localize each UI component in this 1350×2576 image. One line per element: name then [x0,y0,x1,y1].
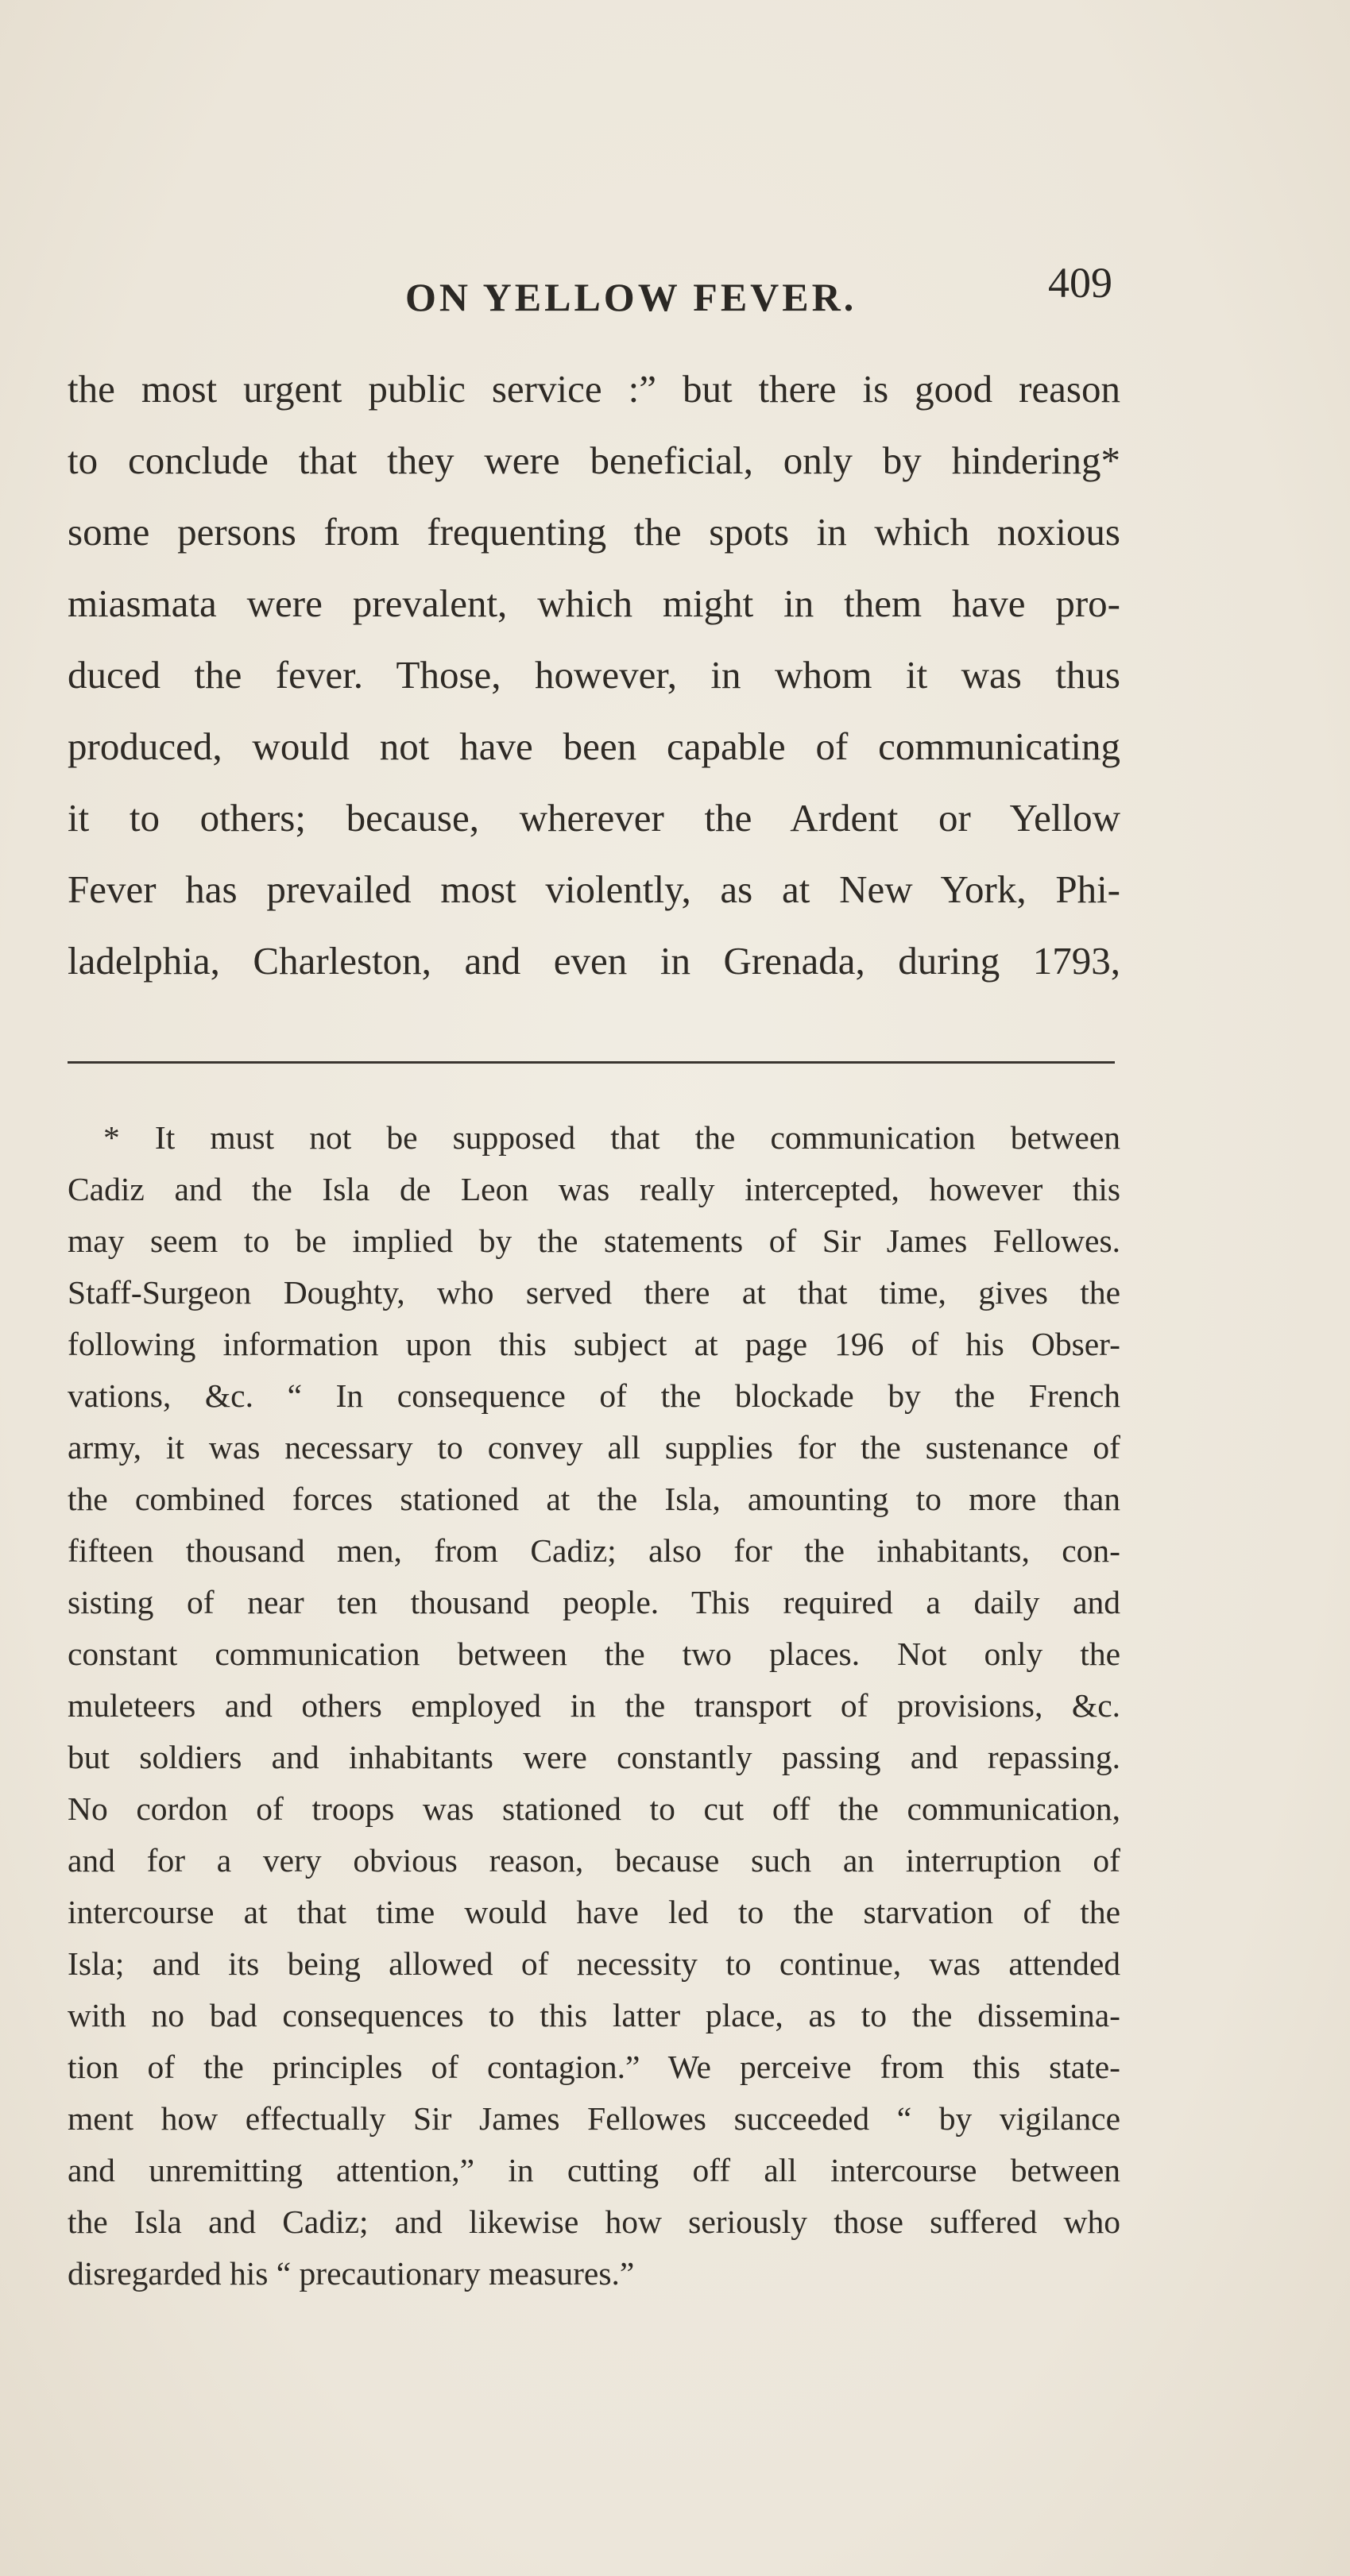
footnote-divider [68,1061,1115,1064]
page-number: 409 [1048,259,1112,307]
footnote-line: army, it was necessary to convey all supplies for the sustenance of [68,1429,1120,1466]
footnote-line: Staff-Surgeon Doughty, who served there at that time, gives the [68,1274,1120,1311]
footnote-line: ment how effectually Sir James Fellowes succeeded “ by vigilance [68,2100,1120,2137]
footnote-line: sisting of near ten thousand people. This required a daily and [68,1584,1120,1620]
footnote-line: * It must not be supposed that the communication between [103,1119,1120,1156]
text-line: it to others; because, wherever the Ardent or Yellow [68,796,1120,840]
footnote-line: Isla; and its being allowed of necessity to continue, was attended [68,1945,1120,1982]
footnote-line: with no bad consequences to this latter place, as to the dissemina- [68,1997,1120,2033]
footnote-line: the combined forces stationed at the Isla, amounting to more than [68,1481,1120,1517]
footnote [68,1112,1120,2300]
footnote-line: vations, &c. “ In consequence of the blockade by the French [68,1377,1120,1414]
text-line: to conclude that they were beneficial, only by hindering* [68,438,1120,482]
footnote-line: and for a very obvious reason, because such an interruption of [68,1842,1120,1879]
footnote-line: disregarded his “ precautionary measures.” [68,2255,635,2292]
page-header [64,258,1112,330]
footnote-line: may seem to be implied by the statements of Sir James Fellowes. [68,1222,1120,1259]
text-line: miasmata were prevalent, which might in them have pro- [68,581,1120,625]
text-line: produced, would not have been capable of communicating [68,724,1120,768]
footnote-line: muleteers and others employed in the transport of provisions, &c. [68,1687,1120,1724]
main-text [68,353,1120,997]
text-line: ladelphia, Charleston, and even in Grenada, during 1793, [68,939,1120,983]
footnote-line: fifteen thousand men, from Cadiz; also for the inhabitants, con- [68,1532,1120,1569]
footnote-line: but soldiers and inhabitants were constantly passing and repassing. [68,1739,1120,1775]
text-line: some persons from frequenting the spots in which noxious [68,510,1120,554]
footnote-line: Cadiz and the Isla de Leon was really intercepted, however this [68,1171,1120,1207]
text-line: Fever has prevailed most violently, as at New York, Phi- [68,867,1120,911]
text-line: the most urgent public service :” but there is good reason [68,367,1120,411]
footnote-line: and unremitting attention,” in cutting off all intercourse between [68,2152,1120,2188]
running-title: ON YELLOW FEVER. [405,275,857,319]
footnote-line: the Isla and Cadiz; and likewise how seriously those suffered who [68,2203,1120,2240]
footnote-line: tion of the principles of contagion.” We perceive from this state- [68,2049,1120,2085]
text-line: duced the fever. Those, however, in whom it was thus [68,653,1120,697]
footnote-line: following information upon this subject at page 196 of his Obser- [68,1326,1120,1362]
footnote-line: constant communication between the two places. Not only the [68,1636,1120,1672]
footnote-line: intercourse at that time would have led to the starvation of the [68,1894,1120,1930]
footnote-line: No cordon of troops was stationed to cut off the communication, [68,1790,1120,1827]
